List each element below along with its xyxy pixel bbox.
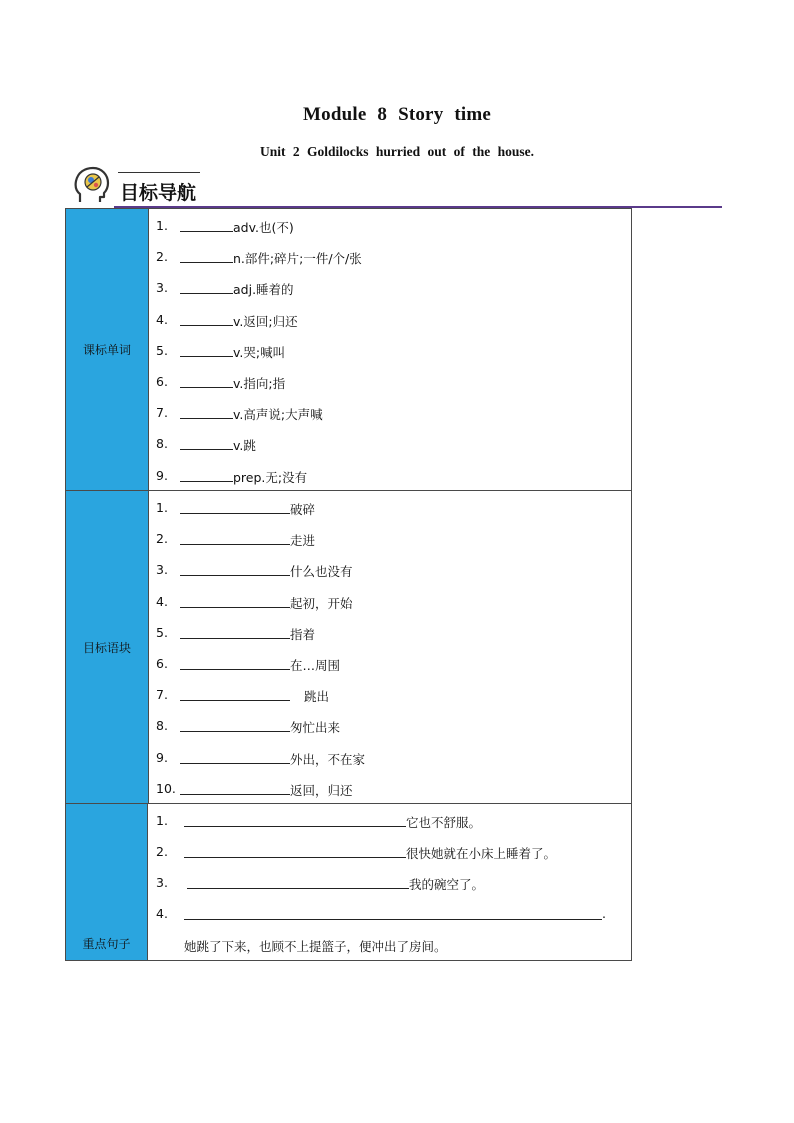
item-meaning: . <box>602 906 606 921</box>
item-meaning: 外出，不在家 <box>290 751 366 767</box>
head-gears-icon <box>74 166 110 206</box>
item-meaning: 匆忙出来 <box>290 720 341 736</box>
answer-blank[interactable] <box>184 919 602 920</box>
vocab-rows <box>148 209 631 490</box>
sentences-label: 重点句子 <box>66 804 148 960</box>
vocab-row <box>148 365 631 396</box>
vocab-row <box>148 396 631 427</box>
item-meaning: 我的碗空了。 <box>409 877 485 892</box>
item-meaning: 什么也没有 <box>290 564 353 580</box>
phrase-rows <box>148 491 631 803</box>
item-number: 1. <box>156 500 168 515</box>
item-number: 9. <box>156 467 168 483</box>
item-meaning: 走进 <box>290 533 316 549</box>
item-meaning: v.返回;归还 <box>233 313 298 329</box>
item-meaning: 破碎 <box>290 502 316 517</box>
item-meaning: 跳出 <box>304 689 330 705</box>
item-number: 2. <box>156 249 168 265</box>
item-number: 5. <box>156 342 168 358</box>
vocab-section <box>65 208 632 491</box>
answer-blank[interactable] <box>180 731 290 732</box>
section-title: 目标导航 <box>120 182 197 204</box>
item-meaning: 返回，归还 <box>290 782 353 798</box>
sentence-rows <box>148 804 631 960</box>
sentence-row <box>148 866 631 897</box>
item-meaning: 它也不舒服。 <box>406 815 482 830</box>
page-subtitle: Unit 2 Goldilocks hurried out of the house. <box>259 144 535 159</box>
answer-blank[interactable] <box>180 669 290 670</box>
header-top-rule <box>118 172 200 173</box>
sentences-section <box>65 803 632 961</box>
item-number: 9. <box>156 749 168 765</box>
item-number: 6. <box>156 655 168 671</box>
answer-blank[interactable] <box>184 826 406 827</box>
phrase-row <box>148 647 631 678</box>
phrase-row <box>148 522 631 553</box>
item-meaning: 很快她就在小床上睡着了。 <box>406 846 557 861</box>
item-number: 7. <box>156 687 168 703</box>
item-meaning: adj.睡着的 <box>233 282 294 298</box>
phrases-section <box>65 490 632 804</box>
item-number: 6. <box>156 373 168 389</box>
item-meaning: v.高声说;大声喊 <box>233 407 323 423</box>
phrase-row <box>148 616 631 647</box>
vocab-row <box>148 209 631 240</box>
answer-blank[interactable] <box>180 700 290 701</box>
item-number: 3. <box>156 562 168 578</box>
answer-blank[interactable] <box>180 607 290 608</box>
page-title: Module 8 Story time <box>302 104 492 125</box>
answer-blank[interactable] <box>180 262 233 263</box>
item-meaning: n.部件;碎片;一件/个/张 <box>233 251 362 267</box>
item-number: 5. <box>156 624 168 640</box>
answer-blank[interactable] <box>180 387 233 388</box>
vocab-row <box>148 427 631 458</box>
sentence-translation: 她跳了下来，也顾不上提篮子，便冲出了房间。 <box>184 939 447 954</box>
item-number: 1. <box>156 218 168 233</box>
item-number: 2. <box>156 844 168 859</box>
item-meaning: v.跳 <box>233 438 256 454</box>
vocab-row <box>148 334 631 365</box>
item-number: 4. <box>156 906 168 921</box>
section-header <box>74 166 724 210</box>
item-number: 10. <box>156 780 176 796</box>
answer-blank[interactable] <box>180 418 233 419</box>
sentence-translation-row <box>148 928 631 960</box>
phrase-row <box>148 553 631 584</box>
answer-blank[interactable] <box>180 638 290 639</box>
vocab-row <box>148 240 631 271</box>
phrase-row <box>148 491 631 522</box>
sentence-row <box>148 897 631 928</box>
item-meaning: 起初，开始 <box>290 595 353 611</box>
item-meaning: adv.也(不) <box>233 220 294 235</box>
answer-blank[interactable] <box>180 356 233 357</box>
vocab-row <box>148 271 631 302</box>
answer-blank[interactable] <box>180 231 233 232</box>
answer-blank[interactable] <box>180 513 290 514</box>
answer-blank[interactable] <box>187 888 409 889</box>
item-meaning: prep.无;没有 <box>233 469 308 485</box>
item-meaning: v.指向;指 <box>233 375 286 391</box>
item-number: 7. <box>156 405 168 421</box>
item-number: 3. <box>156 875 168 890</box>
answer-blank[interactable] <box>180 544 290 545</box>
answer-blank[interactable] <box>180 481 233 482</box>
phrase-row <box>148 772 631 803</box>
item-number: 4. <box>156 311 168 327</box>
item-meaning: 在…周围 <box>290 657 341 673</box>
phrase-row <box>148 741 631 772</box>
item-number: 2. <box>156 531 168 547</box>
answer-blank[interactable] <box>180 449 233 450</box>
item-number: 3. <box>156 280 168 296</box>
vocab-row <box>148 303 631 334</box>
phrase-row <box>148 585 631 616</box>
answer-blank[interactable] <box>180 293 233 294</box>
phrases-label: 目标语块 <box>66 491 149 803</box>
phrase-row <box>148 678 631 709</box>
answer-blank[interactable] <box>180 575 290 576</box>
answer-blank[interactable] <box>180 763 290 764</box>
vocab-label: 课标单词 <box>66 209 149 490</box>
item-meaning: v.哭;喊叫 <box>233 344 286 360</box>
item-number: 8. <box>156 718 168 734</box>
item-number: 1. <box>156 813 168 828</box>
sentence-row <box>148 835 631 866</box>
item-number: 4. <box>156 593 168 609</box>
item-meaning: 指着 <box>290 626 316 642</box>
sentence-row <box>148 804 631 835</box>
phrase-row <box>148 709 631 740</box>
answer-blank[interactable] <box>180 794 290 795</box>
answer-blank[interactable] <box>184 857 406 858</box>
answer-blank[interactable] <box>180 325 233 326</box>
vocab-row <box>148 459 631 490</box>
item-number: 8. <box>156 436 168 452</box>
